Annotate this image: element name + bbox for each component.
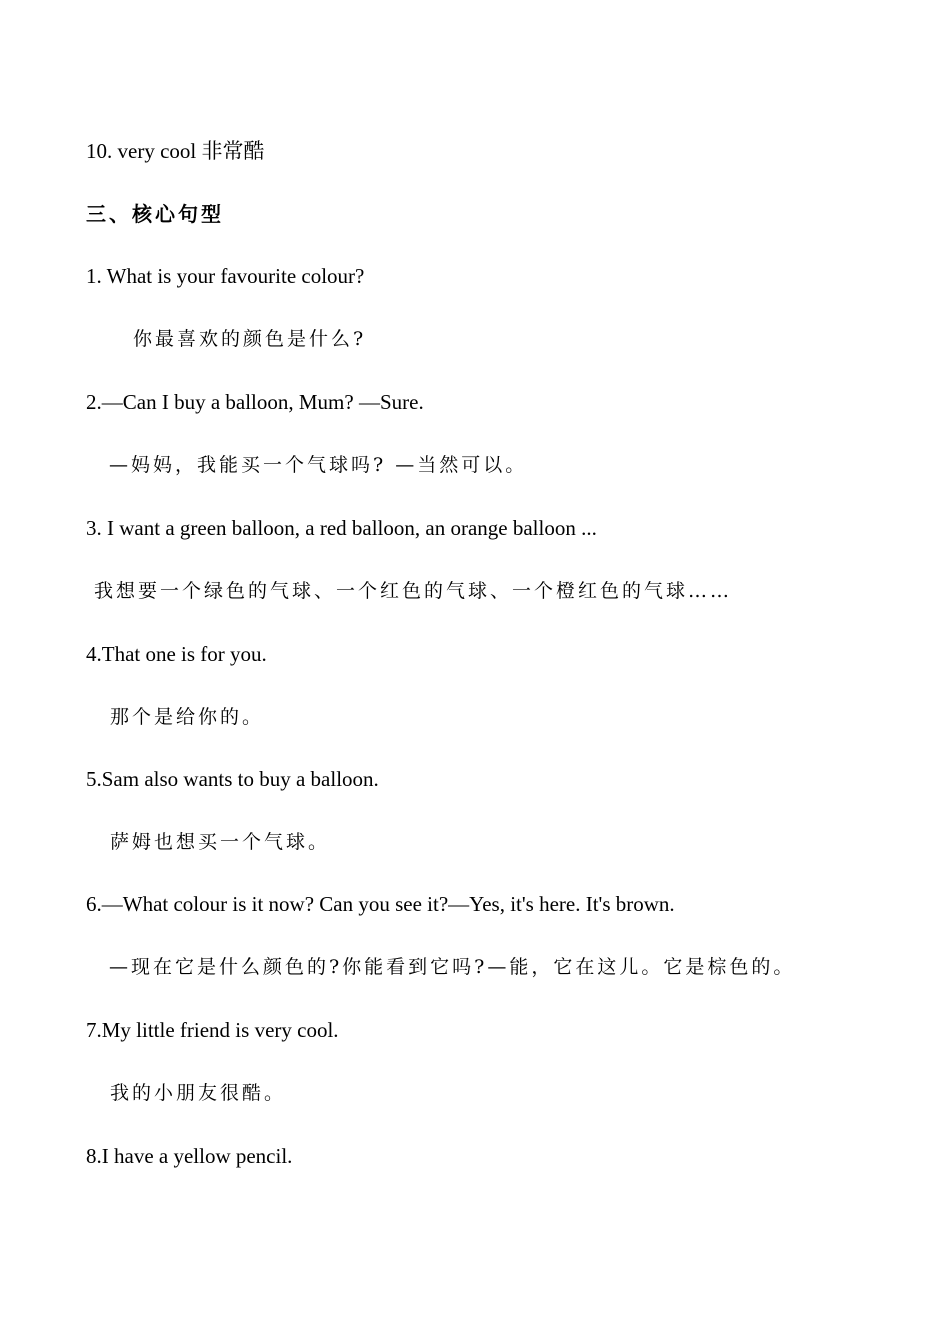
vocab-item-10: 10. very cool 非常酷 — [86, 139, 265, 163]
sentence-3-zh: 我想要一个绿色的气球、一个红色的气球、一个橙红色的气球…… — [94, 580, 733, 602]
sentence-3-en: 3. I want a green balloon, a red balloon, an orange balloon ... — [86, 516, 597, 540]
sentence-5-en: 5.Sam also wants to buy a balloon. — [86, 767, 379, 791]
section-heading: 三、核心句型 — [86, 202, 224, 226]
sentence-1-zh: 你最喜欢的颜色是什么? — [133, 328, 367, 350]
sentence-1-en: 1. What is your favourite colour? — [86, 264, 365, 288]
sentence-6-en: 6.—What colour is it now? Can you see it?—Yes, it's here. It's brown. — [86, 892, 675, 916]
sentence-8-en: 8.I have a yellow pencil. — [86, 1144, 293, 1168]
sentence-2-en: 2.—Can I buy a balloon, Mum? —Sure. — [86, 390, 424, 414]
sentence-4-zh: 那个是给你的。 — [110, 706, 265, 728]
sentence-7-en: 7.My little friend is very cool. — [86, 1018, 339, 1042]
sentence-2-zh: —妈妈，我能买一个气球吗? —当然可以。 — [109, 454, 528, 476]
sentence-4-en: 4.That one is for you. — [86, 642, 267, 666]
sentence-7-zh: 我的小朋友很酷。 — [110, 1082, 287, 1104]
sentence-5-zh: 萨姆也想买一个气球。 — [110, 831, 331, 853]
sentence-6-zh: —现在它是什么颜色的?你能看到它吗?—能，它在这儿。它是棕色的。 — [109, 956, 796, 978]
